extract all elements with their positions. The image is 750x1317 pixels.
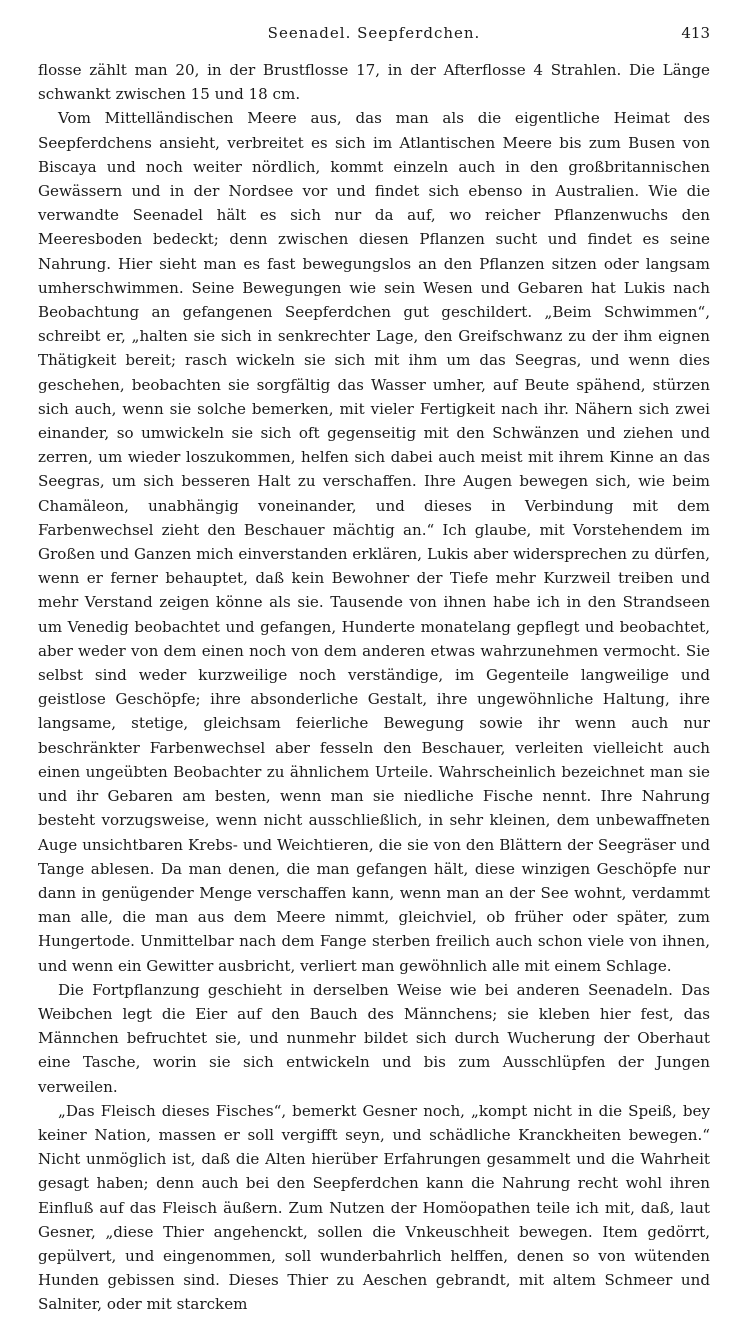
paragraph: Vom Mittelländischen Meere aus, das man als die eigentliche Heimat des Seepferdchens ansieht, verbreitet es sich im Atlantischen Meere bis zum Busen von Biscaya und noch weiter nördlich, kommt einzeln auch in den großbritannischen Gewässern und in der Nordsee vor und findet sich ebenso in Australien. Wie die verwandte Seenadel hält es sich nur da auf, wo reicher Pflanzenwuchs den Meeresboden bedeckt; denn zwischen diesen Pflanzen sucht und findet es seine Nahrung. Hier sieht man es fast bewegungslos an den Pflanzen sitzen oder langsam umherschwimmen. Seine Bewegungen wie sein Wesen und Gebaren hat Lukis nach Beobachtung an gefangenen Seepferdchen gut geschildert. „Beim Schwimmen“, schreibt er, „halten sie sich in senkrechter Lage, den Greifschwanz zu der ihm eignen Thätigkeit bereit; rasch wickeln sie sich mit ihm um das Seegras, und wenn dies geschehen, beobachten sie sorgfältig das Wasser umher, auf Beute spähend, stürzen sich auch, wenn sie solche bemerken, mit vieler Fertigkeit nach ihr. Nähern sich zwei einander, so umwickeln sie sich oft gegenseitig mit den Schwänzen und ziehen und zerren, um wieder loszukommen, helfen sich dabei auch meist mit ihrem Kinne an das Seegras, um sich besseren Halt zu verschaffen. Ihre Augen bewegen sich, wie beim Chamäleon, unabhängig voneinander, und dieses in Verbindung mit dem Farbenwechsel zieht den Beschauer mächtig an.“ Ich glaube, mit Vorstehendem im Großen und Ganzen mich einverstanden erklären, Lukis aber widersprechen zu dürfen, wenn er ferner behauptet, daß kein Bewohner der Tiefe mehr Kurzweil treiben und mehr Verstand zeigen könne als sie. Tausende von ihnen habe ich in den Strandseen um Venedig beobachtet und gefangen, Hunderte monatelang gepflegt und beobachtet, aber weder von dem einen noch von dem anderen etwas wahrzunehmen vermocht. Sie selbst sind weder kurzweilige noch verständige, im Gegenteile langweilige und geistlose Geschöpfe; ihre absonderliche Gestalt, ihre ungewöhnliche Haltung, ihre langsame, stetige, gleichsam feierliche Bewegung sowie ihr wenn auch nur beschränkter Farbenwechsel aber fesseln den Beschauer, verleiten vielleicht auch einen ungeübten Beobachter zu ähnlichem Urteile. Wahrscheinlich bezeichnet man sie und ihr Gebaren am besten, wenn man sie niedliche Fische nennt. Ihre Nahrung besteht vorzugsweise, wenn nicht ausschließlich, in sehr kleinen, dem unbewaffneten Auge unsichtbaren Krebs- und Weichtieren, die sie von den Blättern der Seegräser und Tange ablesen. Da man denen, die man gefangen hält, diese winzigen Geschöpfe nur dann in genügender Menge verschaffen kann, wenn man an der See wohnt, verdammt man alle, die man aus dem Meere nimmt, gleichviel, ob früher oder später, zum Hungertode. Unmittelbar nach dem Fange sterben freilich auch schon viele von ihnen, und wenn ein Gewitter ausbricht, verliert man gewöhnlich alle mit einem Schlage. [38,109,710,975]
body-text [38,58,710,1317]
paragraph: flosse zählt man 20, in der Brustflosse 17, in der Afterflosse 4 Strahlen. Die Länge schwankt zwischen 15 und 18 cm. [38,61,710,104]
paragraph: „Das Fleisch dieses Fisches“, bemerkt Gesner noch, „kompt nicht in die Speiß, bey keiner Nation, massen er soll vergifft seyn, und schädliche Kranckheiten bewegen.“ Nicht unmöglich ist, daß die Alten hierüber Erfahrungen gesammelt und die Wahrheit gesagt haben; denn auch bei den Seepferdchen kann die Nahrung recht wohl ihren Einfluß auf das Fleisch äußern. Zum Nutzen der Homöopathen teile ich mit, daß, laut Gesner, „diese Thier angehenckt, sollen die Vnkeuschheit bewegen. Item gedörrt, gepülvert, und eingenommen, soll wunderbahrlich helffen, denen so von wütenden Hunden gebissen sind. Dieses Thier zu Aeschen gebrandt, mit altem Schmeer und Salniter, oder mit starckem [38,1101,710,1314]
page-number: 413 [681,24,710,42]
running-title: Seenadel. Seepferdchen. [267,24,481,42]
page-header [38,24,710,52]
paragraph: Die Fortpflanzung geschieht in derselben Weise wie bei anderen Seenadeln. Das Weibchen legt die Eier auf den Bauch des Männchens; sie kleben hier fest, das Männchen befruchtet sie, und nunmehr bildet sich durch Wucherung der Oberhaut eine Tasche, worin sie sich entwickeln und bis zum Ausschlüpfen der Jungen verweilen. [38,980,710,1096]
